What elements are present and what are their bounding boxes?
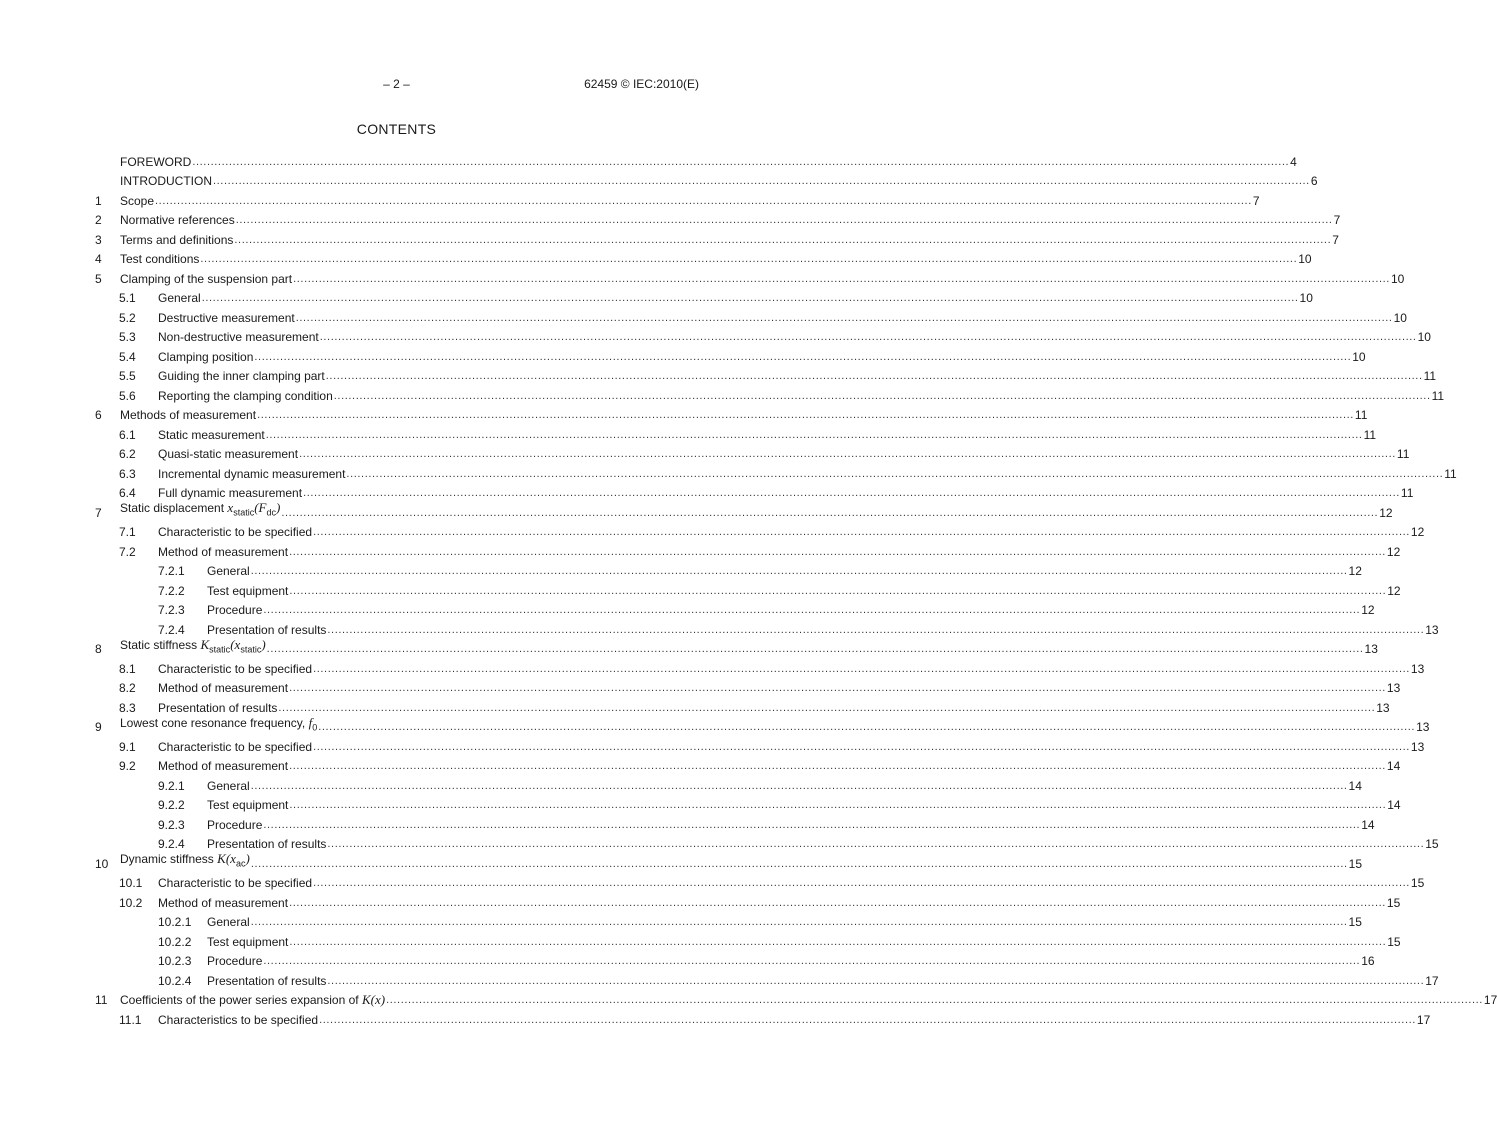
toc-entry-number: 8.2 [119,681,136,695]
toc-entry-title: Presentation of results [158,700,278,715]
toc-entry[interactable] [95,344,1366,364]
toc-leader-dots: ............................................................................................................................................................................................................................................................................................................ [289,935,1387,948]
toc-leader-dots: ............................................................................................................................................................................................................................................................................................................ [263,955,1361,967]
toc-entry-title: Terms and definitions [120,232,234,247]
toc-entry-number: 7 [95,505,102,520]
toc-leader-dots: ............................................................................................................................................................................................................................................................................................................ [265,428,1363,441]
toc-leader-dots: ............................................................................................................................................................................................................................................................................................................ [250,779,1348,792]
toc-entry-page: 17 [1483,993,1497,1007]
toc-entry-title: Test equipment [207,583,289,598]
toc-entry-page: 11 [1444,466,1457,481]
toc-entry[interactable] [95,929,1401,949]
toc-entry-number: 5 [95,271,102,286]
toc-leader-dots: ............................................................................................................................................................................................................................................................................................................ [289,682,1386,694]
toc-entry[interactable] [95,832,1439,852]
toc-entry-page: 10 [1390,271,1405,286]
toc-leader-dots: ............................................................................................................................................................................................................................................................................................................ [266,643,1364,655]
toc-entry[interactable] [95,286,1313,306]
toc-entry-page: 12 [1410,525,1425,539]
toc-entry-number: 7.2 [119,544,136,559]
toc-entry-page: 15 [1410,876,1425,890]
toc-entry[interactable] [95,656,1425,676]
toc-leader-dots: ............................................................................................................................................................................................................................................................................................................ [254,350,1352,363]
toc-leader-dots: ............................................................................................................................................................................................................................................................................................................ [263,818,1361,831]
toc-entry-page: 15 [1348,915,1362,929]
toc-entry-page: 15 [1386,895,1401,910]
toc-entry-number: 10.2.3 [158,954,192,968]
toc-entry-page: 14 [1386,759,1401,773]
toc-entry-page: 13 [1364,642,1378,656]
toc-leader-dots: ............................................................................................................................................................................................................................................................................................................ [313,526,1410,538]
toc-leader-dots: ............................................................................................................................................................................................................................................................................................................ [313,877,1410,889]
toc-entry-title: Presentation of results [207,622,327,637]
toc-entry-page: 10 [1298,252,1312,266]
toc-entry-title: Methods of measurement [120,408,257,422]
toc-entry-number: 9 [95,720,102,734]
toc-entry-title: Guiding the inner clamping part [158,369,325,383]
toc-entry-title: General [207,564,250,578]
toc-entry-number: 5.2 [119,310,136,325]
toc-entry-page: 16 [1361,954,1375,968]
toc-entry-number: 5.5 [119,369,136,383]
toc-entry[interactable] [95,208,1341,228]
toc-entry[interactable] [95,578,1401,598]
toc-entry-title: Procedure [207,603,263,617]
toc-leader-dots: ............................................................................................................................................................................................................................................................................................................ [234,233,1332,246]
toc-entry-number: 10.1 [119,876,143,890]
toc-entry-formula: $f_0$ [308,714,318,732]
toc-leader-dots: ............................................................................................................................................................................................................................................................................................................ [250,916,1348,928]
toc-entry-number: 6.3 [119,466,136,481]
toc-leader-dots: ............................................................................................................................................................................................................................................................................................................ [235,214,1333,226]
toc-leader-dots: ............................................................................................................................................................................................................................................................................................................ [318,721,1416,733]
document-reference: 62459 © IEC:2010(E) [584,77,699,91]
toc-leader-dots: ............................................................................................................................................................................................................................................................................................................ [327,974,1425,987]
toc-entry[interactable] [95,988,1497,1008]
toc-entry-number: 10.2.2 [158,934,192,949]
toc-entry-page: 13 [1416,720,1430,734]
toc-entry[interactable] [95,636,1378,657]
toc-entry-title: Incremental dynamic measurement [158,466,346,481]
toc-entry-number: 7.2.2 [158,583,185,598]
toc-leader-dots: ............................................................................................................................................................................................................................................................................................................ [155,194,1252,207]
toc-entry-page: 14 [1361,817,1375,832]
toc-entry[interactable] [95,773,1362,793]
toc-entry-formula: $x_{static}(F_{dc})$ [227,500,281,518]
toc-leader-dots: ............................................................................................................................................................................................................................................................................................................ [200,253,1298,265]
toc-entry-number: 1 [95,193,102,208]
toc-entry-number: 7.1 [119,525,136,539]
toc-entry[interactable] [95,422,1377,442]
toc-entry-title: General [207,915,250,929]
toc-leader-dots: ............................................................................................................................................................................................................................................................................................................ [192,155,1290,168]
toc-entry[interactable] [95,714,1430,735]
toc-entry-page: 15 [1387,934,1401,949]
toc-leader-dots: ............................................................................................................................................................................................................................................................................................................ [289,799,1387,811]
toc-entry-page: 11 [1423,369,1437,383]
toc-leader-dots: ............................................................................................................................................................................................................................................................................................................ [213,175,1310,187]
toc-entry[interactable] [95,149,1297,169]
toc-entry-number: 5.6 [119,388,136,403]
toc-entry-title: Characteristic to be specified [158,661,313,676]
toc-entry-number: 11 [95,993,108,1007]
toc-entry-title: Reporting the clamping condition [158,388,333,403]
toc-entry-number: 9.1 [119,739,136,754]
toc-entry-title: Static stiffness $K_{static}(x_{static})$ [120,636,266,654]
toc-leader-dots: ............................................................................................................................................................................................................................................................................................................ [289,545,1386,558]
toc-leader-dots: ............................................................................................................................................................................................................................................................................................................ [289,760,1386,772]
toc-entry-title: Characteristics to be specified [158,1012,319,1027]
toc-entry-page: 15 [1348,856,1363,871]
toc-entry[interactable] [95,734,1425,754]
toc-entry[interactable] [95,890,1401,910]
toc-leader-dots: ............................................................................................................................................................................................................................................................................................................ [299,448,1396,460]
toc-entry-number: 9.2.1 [158,778,185,793]
toc-entry[interactable] [95,695,1390,715]
toc-entry[interactable] [95,500,1393,520]
toc-entry[interactable] [95,871,1425,891]
toc-entry-number: 3 [95,232,102,247]
toc-entry-page: 14 [1387,798,1401,812]
toc-entry-page: 13 [1425,622,1439,637]
toc-entry-title: Clamping position [158,349,254,364]
toc-entry-title: Characteristic to be specified [158,525,313,539]
toc-entry-page: 6 [1310,174,1318,188]
toc-entry-formula: $K(x_{ac})$ [217,851,250,869]
toc-entry[interactable] [95,812,1375,832]
toc-leader-dots: ............................................................................................................................................................................................................................................................................................................ [257,409,1354,421]
toc-entry-number: 10 [95,856,109,871]
toc-entry[interactable] [95,949,1375,969]
page-number-marker: – 2 – [383,77,410,91]
toc-leader-dots: ............................................................................................................................................................................................................................................................................................................ [263,604,1361,616]
toc-entry-number: 5.4 [119,349,136,364]
toc-entry-number: 8.1 [119,661,136,676]
toc-leader-dots: ............................................................................................................................................................................................................................................................................................................ [303,487,1400,499]
toc-entry-title: Coefficients of the power series expansion of K(x) [120,992,386,1007]
toc-entry-number: 5.1 [119,291,136,305]
toc-entry-title: Static displacement $x_{static}(F_{dc})$ [120,500,281,518]
toc-entry[interactable] [95,442,1410,462]
toc-entry-page: 10 [1352,349,1366,364]
toc-entry-page: 13 [1410,739,1425,754]
toc-leader-dots: ............................................................................................................................................................................................................................................................................................................ [250,857,1348,870]
toc-entry[interactable] [95,1007,1431,1027]
toc-entry[interactable] [95,188,1260,208]
toc-entry-page: 7 [1333,213,1341,227]
toc-entry[interactable] [95,968,1439,988]
toc-leader-dots: ............................................................................................................................................................................................................................................................................................................ [201,292,1299,304]
toc-entry[interactable] [95,325,1431,345]
toc-leader-dots: ............................................................................................................................................................................................................................................................................................................ [250,565,1348,577]
toc-entry[interactable] [95,910,1362,930]
toc-entry-title: Test conditions [120,252,200,266]
toc-leader-dots: ............................................................................................................................................................................................................................................................................................................ [293,272,1390,285]
toc-entry-page: 7 [1252,193,1260,208]
toc-entry-page: 10 [1299,291,1313,305]
toc-entry-page: 12 [1387,583,1401,598]
toc-entry[interactable] [95,169,1318,189]
toc-entry-number: 4 [95,252,102,266]
toc-entry-number: 9.2.4 [158,837,185,851]
toc-entry-page: 7 [1332,232,1339,247]
toc-entry-title: Lowest cone resonance frequency, $f_0$ [120,714,318,732]
toc-entry[interactable] [95,305,1407,325]
toc-leader-dots: ............................................................................................................................................................................................................................................................................................................ [327,838,1425,850]
toc-leader-dots: ............................................................................................................................................................................................................................................................................................................ [386,994,1483,1006]
toc-entry-title: Dynamic stiffness $K(x_{ac})$ [120,851,250,869]
toc-entry[interactable] [95,403,1368,423]
toc-entry-number: 10.2 [119,895,143,910]
toc-entry-number: 2 [95,213,102,227]
toc-leader-dots: ............................................................................................................................................................................................................................................................................................................ [289,896,1386,909]
toc-leader-dots: ............................................................................................................................................................................................................................................................................................................ [278,701,1376,714]
toc-entry[interactable] [95,227,1339,247]
toc-entry-title: General [158,291,201,305]
toc-entry-page: 13 [1386,681,1401,695]
toc-entry-page: 17 [1425,973,1439,988]
toc-entry-page: 11 [1400,486,1414,500]
toc-entry-title: Scope [120,193,155,208]
toc-leader-dots: ............................................................................................................................................................................................................................................................................................................ [346,467,1444,480]
toc-entry-page: 12 [1386,544,1401,559]
toc-entry-number: 7.2.3 [158,603,185,617]
toc-entry[interactable] [95,559,1362,579]
toc-entry[interactable] [95,383,1445,403]
toc-entry-title: Non-destructive measurement [158,330,319,344]
toc-entry-number: 8 [95,642,102,656]
toc-entry-title: Test equipment [207,798,289,812]
toc-entry-title: Presentation of results [207,973,327,988]
toc-entry-title: Clamping of the suspension part [120,271,293,286]
toc-entry-title: Method of measurement [158,895,289,910]
toc-entry-title: Method of measurement [158,544,289,559]
toc-entry-title: Normative references [120,213,235,227]
toc-entry[interactable] [95,539,1401,559]
toc-entry-title: Destructive measurement [158,310,295,325]
toc-entry-title: Test equipment [207,934,289,949]
toc-entry-title: Characteristic to be specified [158,876,313,890]
toc-entry-number: 6.1 [119,427,136,442]
toc-entry-title: Method of measurement [158,759,289,773]
toc-entry-formula: K(x) [361,992,386,1007]
toc-entry[interactable] [95,247,1312,267]
toc-leader-dots: ............................................................................................................................................................................................................................................................................................................ [295,311,1393,324]
toc-entry-number: 7.2.4 [158,622,185,637]
toc-entry[interactable] [95,481,1414,501]
toc-entry-page: 11 [1396,447,1410,461]
toc-leader-dots: ............................................................................................................................................................................................................................................................................................................ [325,370,1423,382]
toc-entry-title: Presentation of results [207,837,327,851]
toc-entry[interactable] [95,461,1457,481]
toc-leader-dots: ............................................................................................................................................................................................................................................................................................................ [327,623,1425,636]
toc-entry-title: Full dynamic measurement [158,486,303,500]
toc-entry-page: 12 [1361,603,1375,617]
toc-leader-dots: ............................................................................................................................................................................................................................................................................................................ [319,331,1417,343]
toc-entry-number: 9.2 [119,759,136,773]
toc-entry-number: 9.2.2 [158,798,185,812]
toc-entry-title: INTRODUCTION [120,174,212,188]
toc-entry-title: Procedure [207,954,263,968]
toc-entry-number: 9.2.3 [158,817,185,832]
toc-entry-page: 12 [1379,505,1393,520]
toc-entry-page: 4 [1290,154,1297,169]
contents-heading: CONTENTS [356,121,437,137]
toc-entry-number: 10.2.1 [158,915,192,929]
toc-entry[interactable] [95,676,1401,696]
toc-entry[interactable] [95,754,1401,774]
toc-entry[interactable] [95,598,1375,618]
toc-entry-title: Static measurement [158,427,265,442]
toc-entry-number: 7.2.1 [158,564,185,578]
toc-entry-title: Quasi-static measurement [158,447,299,461]
toc-entry-number: 10.2.4 [158,973,192,988]
toc-entry-page: 13 [1410,661,1425,676]
table-of-contents [95,149,1497,1027]
toc-entry-title: General [207,778,250,793]
toc-leader-dots: ............................................................................................................................................................................................................................................................................................................ [313,740,1410,753]
toc-leader-dots: ............................................................................................................................................................................................................................................................................................................ [319,1013,1416,1026]
toc-leader-dots: ............................................................................................................................................................................................................................................................................................................ [313,662,1410,675]
toc-entry-page: 12 [1348,564,1362,578]
toc-entry-number: 6.4 [119,486,136,500]
toc-entry-title: Characteristic to be specified [158,739,313,754]
toc-entry-page: 11 [1431,388,1445,403]
toc-entry-page: 17 [1416,1012,1431,1027]
toc-leader-dots: ............................................................................................................................................................................................................................................................................................................ [281,506,1379,519]
toc-entry[interactable] [95,364,1437,384]
toc-entry-page: 13 [1376,700,1390,715]
toc-entry[interactable] [95,520,1425,540]
toc-entry[interactable] [95,617,1439,637]
toc-leader-dots: ............................................................................................................................................................................................................................................................................................................ [289,584,1387,597]
toc-entry-page: 11 [1363,427,1377,442]
toc-entry-page: 11 [1354,408,1368,422]
toc-entry-page: 10 [1417,330,1431,344]
toc-entry-number: 5.3 [119,330,136,344]
toc-entry-number: 8.3 [119,700,136,715]
toc-leader-dots: ............................................................................................................................................................................................................................................................................................................ [333,389,1431,402]
toc-entry-number: 11.1 [119,1012,142,1027]
toc-entry-title: FOREWORD [120,154,192,169]
toc-entry-page: 15 [1425,837,1439,851]
toc-entry-title: Method of measurement [158,681,289,695]
toc-entry-page: 10 [1393,310,1407,325]
toc-entry-formula: $K_{static}(x_{static})$ [200,636,266,654]
toc-entry[interactable] [95,793,1401,813]
toc-entry[interactable] [95,266,1405,286]
toc-entry-page: 14 [1348,778,1362,793]
toc-entry-title: Procedure [207,817,263,832]
toc-entry[interactable] [95,851,1363,871]
toc-entry-number: 6.2 [119,447,136,461]
toc-entry-number: 6 [95,408,102,422]
